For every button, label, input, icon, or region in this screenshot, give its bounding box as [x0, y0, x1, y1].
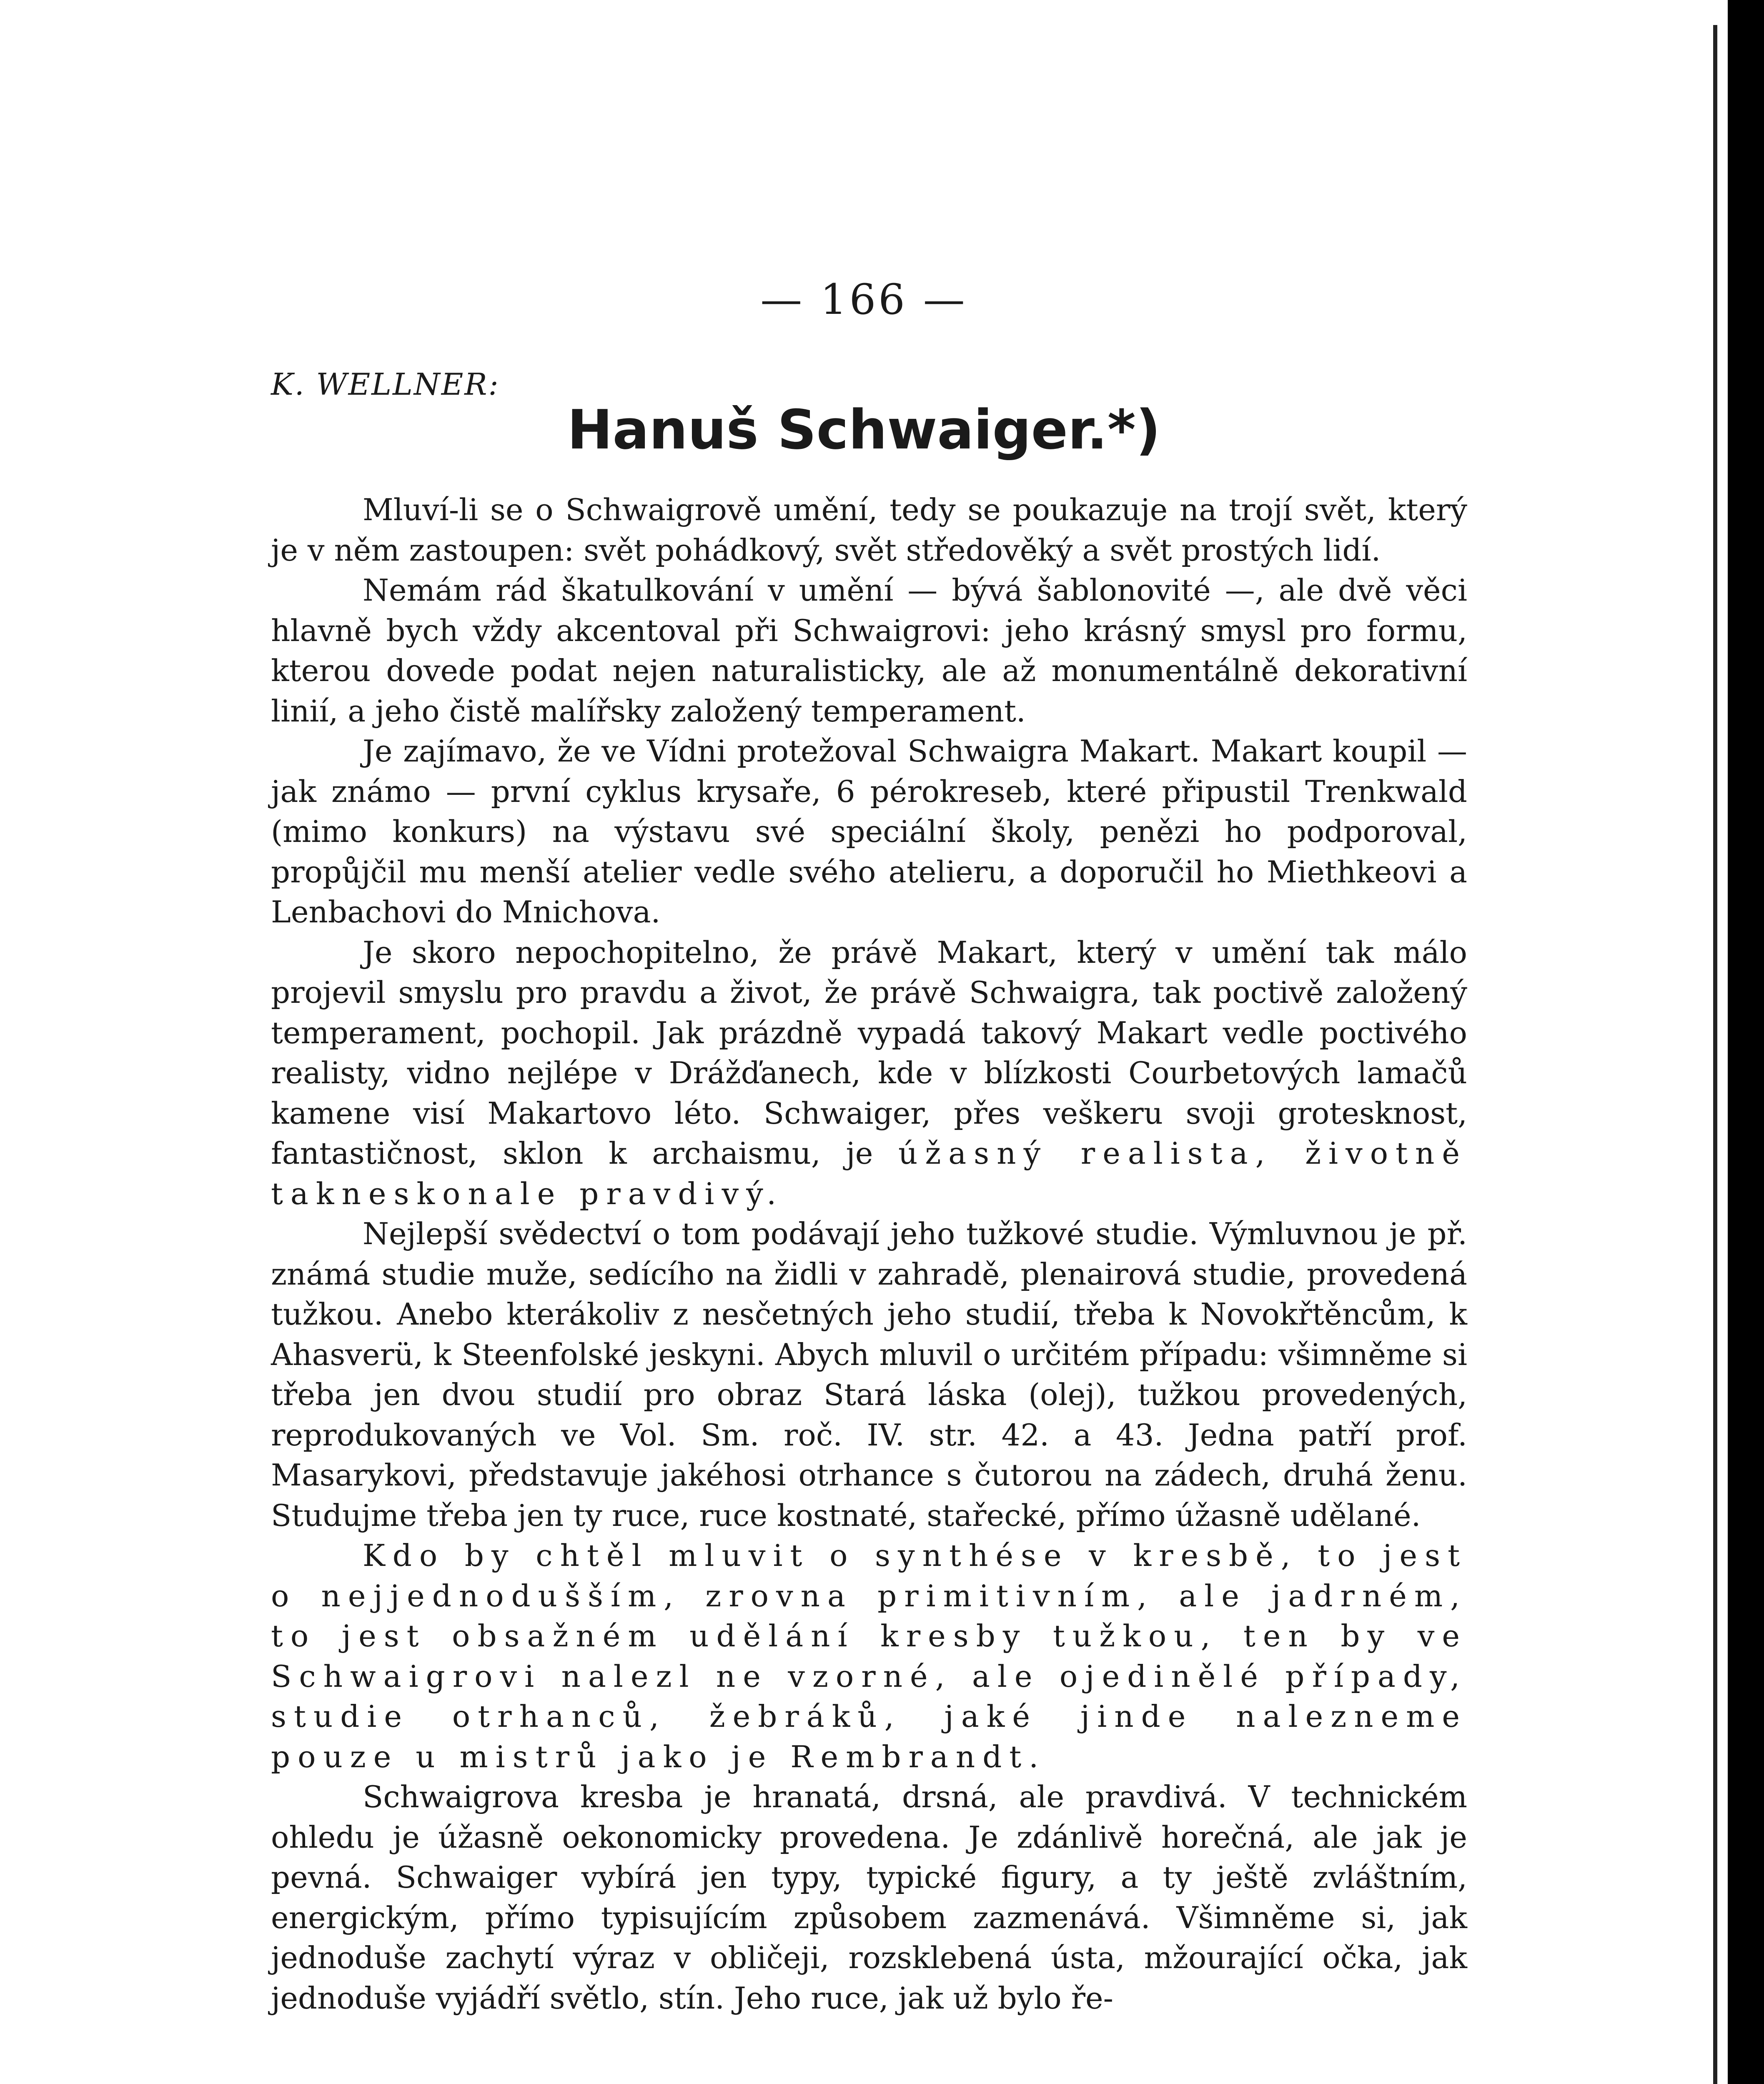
- scan-border: [1728, 0, 1764, 2084]
- paragraph: Mluví-li se o Schwaigrově umění, tedy se poukazuje na trojí svět, který je v něm zastoupen: svět pohádkový, svět středověký a svět prostých lidí.: [271, 492, 1467, 568]
- article-body: [271, 490, 1467, 2018]
- article-title: Hanuš Schwaiger.*): [567, 398, 1161, 461]
- paragraph: Nejlepší svědectví o tom podávají jeho tužkové studie. Výmluvnou je př. známá studie muže, sedícího na židli v zahradě, plenairová studie, provedená tužkou. Anebo kterákoliv z nesčetných jeho studií, třeba k Novokřtěncům, k Ahasverü, k Steenfolské jeskyni. Abych mluvil o určitém případu: všimněme si třeba jen dvou studií pro obraz Stará láska (olej), tužkou provedených, reprodukovaných ve Vol. Sm. roč. IV. str. 42. a 43. Jedna patří prof. Masarykovi, představuje jakéhosi otrhance s čutorou na zádech, druhá ženu. Studujme třeba jen ty ruce, ruce kostnaté, stařecké, přímo úžasně udělané.: [271, 1216, 1467, 1533]
- paragraph: Schwaigrova kresba je hranatá, drsná, ale pravdivá. V technickém ohledu je úžasně oekonomicky provedena. Je zdánlivě horečná, ale jak je pevná. Schwaiger vybírá jen typy, typické figury, a ty ještě zvláštním, energickým, přímo typisujícím způsobem zazmenává. Všimněme si, jak jednoduše zachytí výraz v obličeji, rozsklebená ústa, mžourající očka, jak jednoduše vyjádří světlo, stín. Jeho ruce, jak už bylo ře-: [271, 1779, 1467, 2016]
- page-number: — 166 —: [760, 275, 967, 324]
- emphasized-paragraph: Kdo by chtěl mluvit o synthése v kresbě, to jest o nejjednodušším, zrovna primitivním, ale jadrném, to jest obsažném udělání kresby tužkou, ten by ve Schwaigrovi nalezl ne vzorné, ale ojedinělé případy, studie otrhanců, žebráků, jaké jinde nalezneme pouze u mistrů jako je Rembrandt.: [271, 1538, 1467, 1774]
- paragraph: Je zajímavo, že ve Vídni protežoval Schwaigra Makart. Makart koupil — jak známo — první cyklus krysaře, 6 pérokreseb, které připustil Trenkwald (mimo konkurs) na výstavu své speciální školy, penězi ho podporoval, propůjčil mu menší atelier vedle svého atelieru, a doporučil ho Miethkeovi a Lenbachovi do Mnichova.: [271, 734, 1467, 929]
- paragraph: [271, 932, 1467, 1214]
- page-edge-shadow: [1713, 25, 1717, 2084]
- paragraph: Nemám rád škatulkování v umění — bývá šablonovité —, ale dvě věci hlavně bych vždy akcentoval při Schwaigrovi: jeho krásný smysl pro formu, kterou dovede podat nejen naturalisticky, ale až monumentálně dekorativní linií, a jeho čistě malířsky založený temperament.: [271, 573, 1467, 729]
- paragraph-text: Je skoro nepochopitelno, že právě Makart, který v umění tak málo projevil smyslu pro pravdu a život, že právě Schwaigra, tak poctivě založený temperament, pochopil. Jak prázdně vypadá takový Makart vedle poctivého realisty, vidno nejlépe v Drážďanech, kde v blízkosti Courbetových lamačů kamene visí Makartovo léto. Schwaiger, přes veškeru svoji grotesknost, fantastičnost, sklon k archaismu, je: [271, 934, 1467, 1171]
- author-name: K. WELLNER:: [271, 367, 500, 402]
- emphasized-text: úžasný realista, životně takneskonale pravdivý.: [271, 1136, 1468, 1211]
